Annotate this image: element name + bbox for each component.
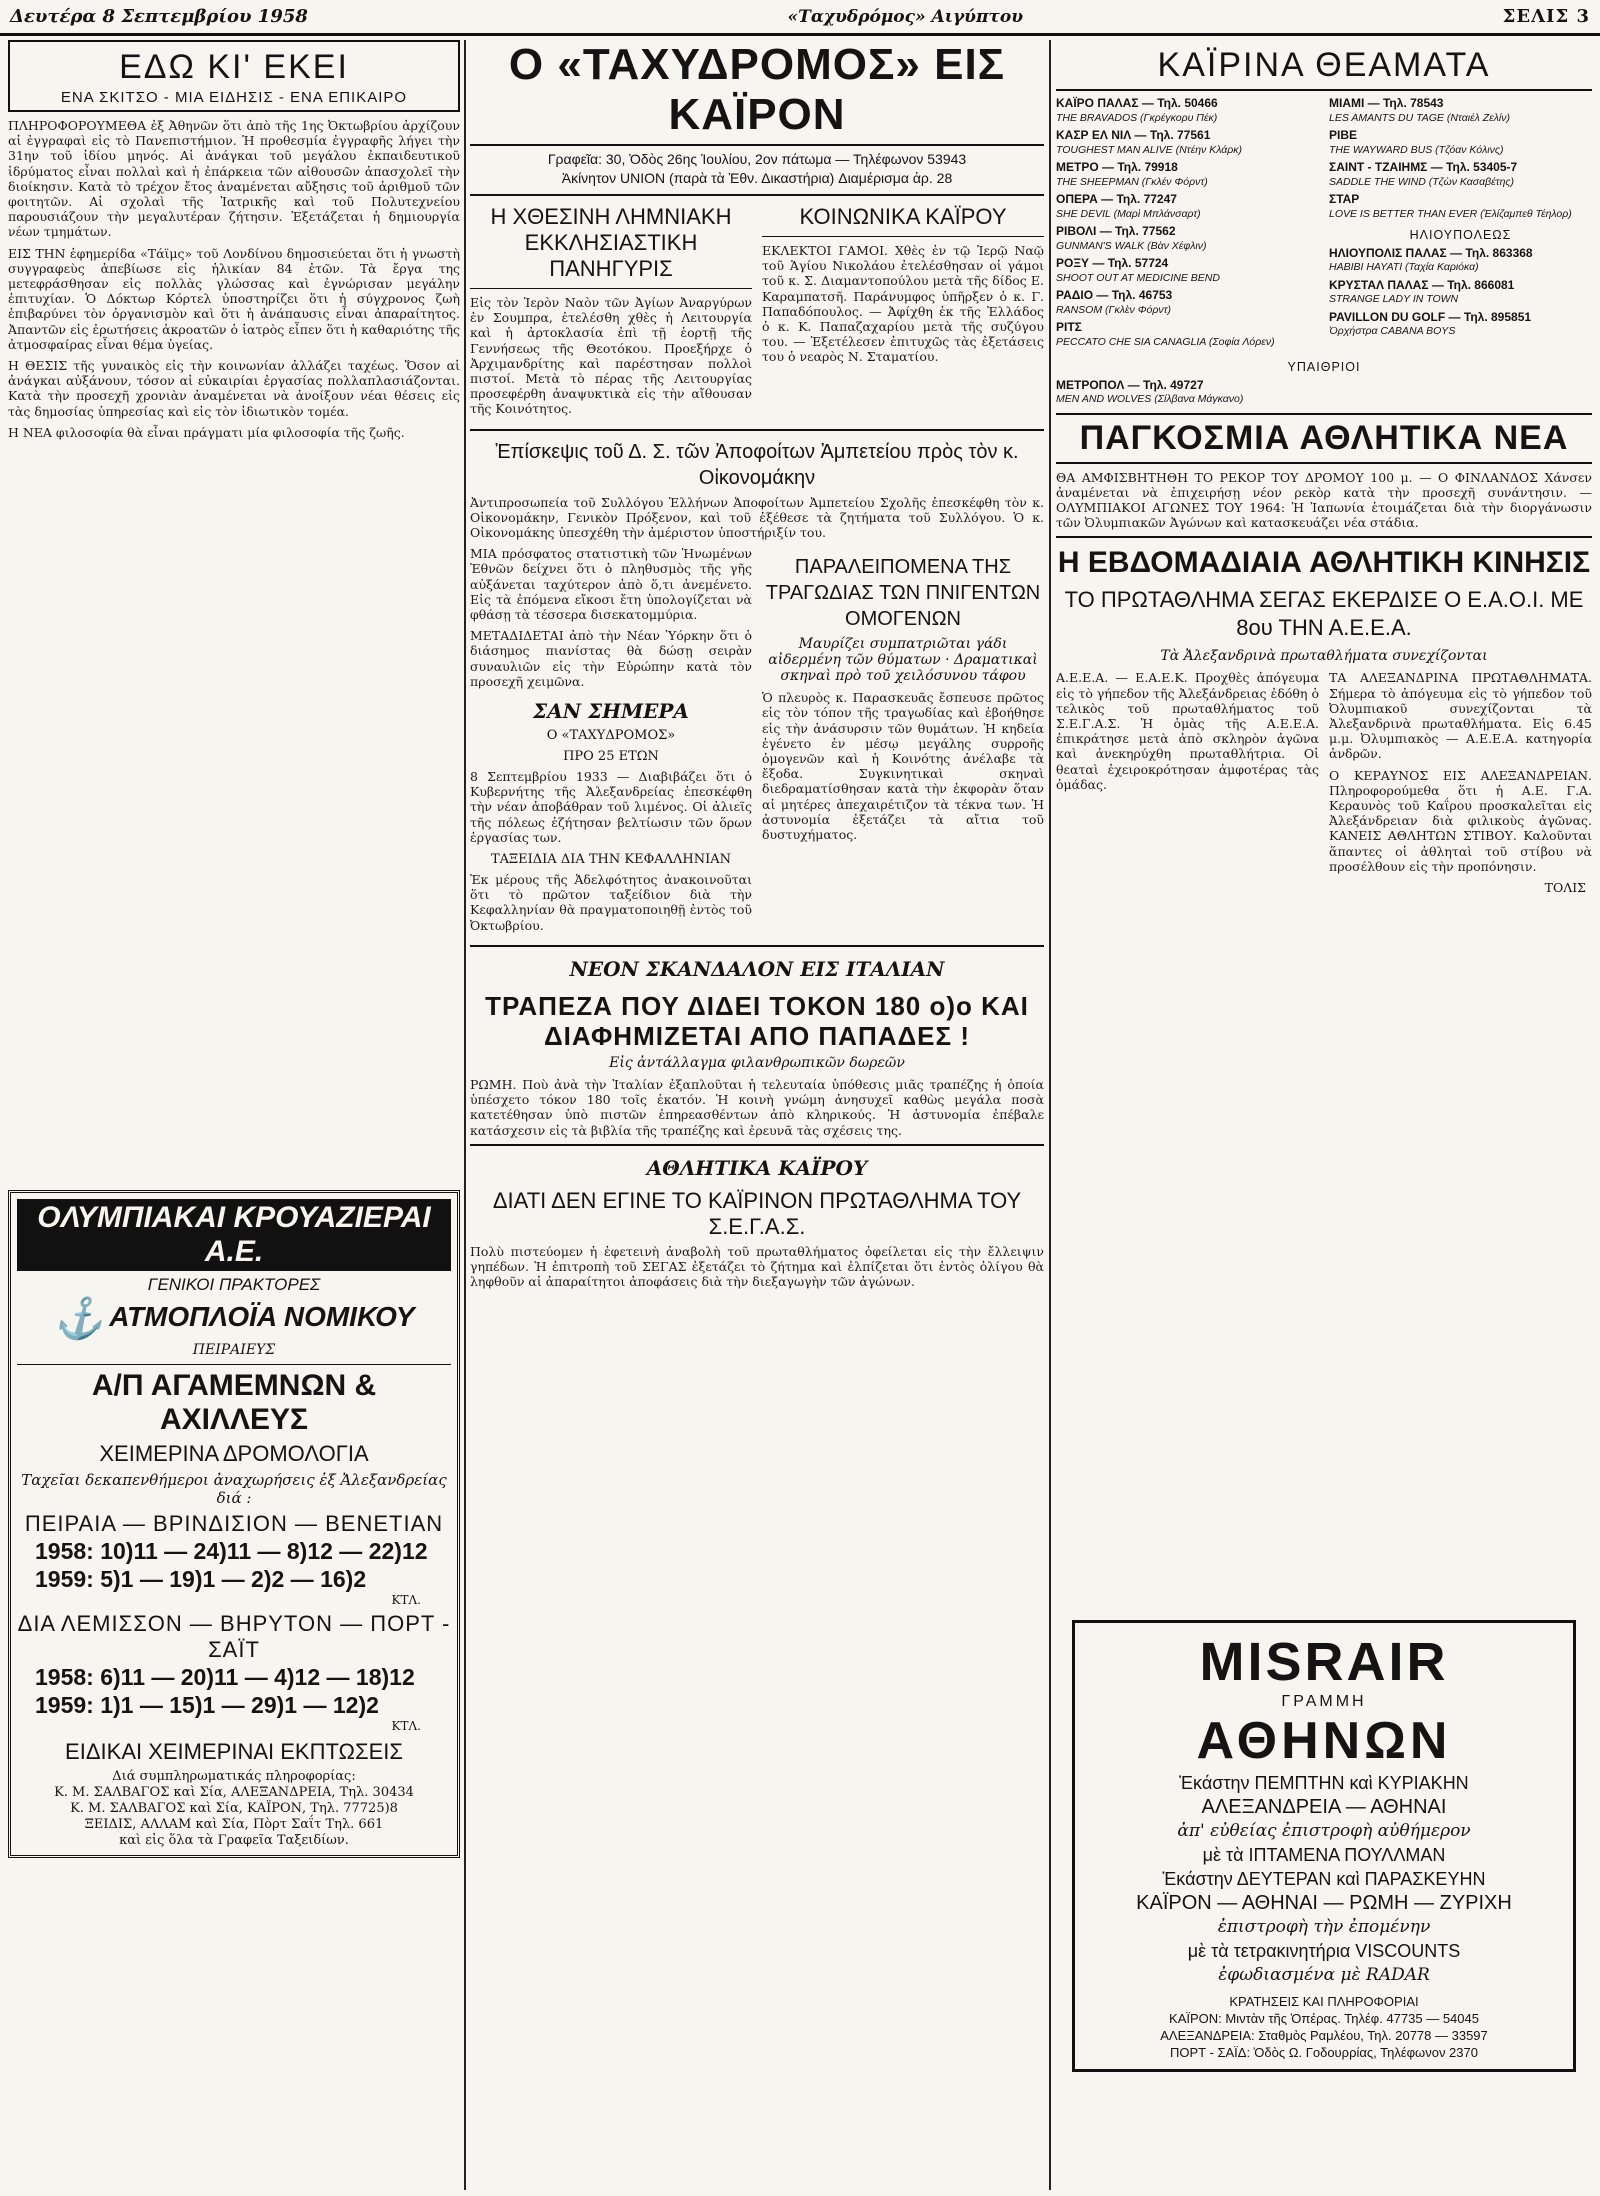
- cinema-entry: [1329, 247, 1592, 275]
- ad-contact-line: Διά συμπληρωματικάς πληροφορίας:: [112, 1769, 356, 1784]
- cinema-entry: [1056, 257, 1319, 285]
- ad-text: ἀπ' εὐθείας ἐπιστροφὴ αὐθήμερον: [1177, 1821, 1471, 1841]
- cinema-name: ΗΛΙΟΥΠΟΛΙΣ ΠΑΛΑΣ — Τηλ. 863368: [1329, 245, 1533, 260]
- issue-date: Δευτέρα 8 Σεπτεμβρίου 1958: [10, 6, 308, 27]
- cinema-name: ΡΙΒΕ: [1329, 128, 1358, 142]
- headline: Η ΧΘΕΣΙΝΗ ΛΗΜΝΙΑΚΗ ΕΚΚΛΗΣΙΑΣΤΙΚΗ ΠΑΝΗΓΥΡΙΣ: [490, 204, 732, 281]
- headline-sports: ΠΑΓΚΟΣΜΙΑ ΑΘΛΗΤΙΚΑ ΝΕΑ: [1056, 413, 1592, 464]
- cinema-name: ΡΑΔΙΟ — Τηλ. 46753: [1056, 288, 1173, 302]
- ad-etc: ΚΤΛ.: [391, 1593, 421, 1607]
- ad-route: ΔΙΑ ΛΕΜΙΣΣΟΝ — ΒΗΡΥΤΟΝ — ΠΟΡΤ - ΣΑΪΤ: [17, 1611, 451, 1662]
- article-paragraph: ΕΚΛΕΚΤΟΙ ΓΑΜΟΙ. Χθὲς ἐν τῷ Ἱερῷ Ναῷ τοῦ Ἁγίου Νικολάου ἐτελέσθησαν οἱ γάμοι τοῦ κ. Σ. Διαμαντοπούλου μετὰ τῆς δίδος Ε. Καραμπατσῆ. Παράνυμφος ὑπῆρξεν ὁ κ. Γ. Παπαδόπουλος. — Ἀφίχθη ἐκ τῆς Ἑλλάδος ὁ κ. Κ. Παπαζαχαρίου μετὰ τῆς συζύγου του. — Ἐξετέλεσεν ἐπιτυχῶς τὰς ἐξετάσεις του ὁ νεαρὸς Ν. Σταματίου.: [762, 243, 1044, 365]
- article-paragraph: Εἰς τὸν Ἱερὸν Ναὸν τῶν Ἀγίων Ἀναργύρων ἐν Σουμπρα, ἐτελέσθη χθὲς ἡ Λειτουργία καὶ ἡ ἀρτοκλασία ἐπὶ τῇ ἑορτῇ τῆς Γεννήσεως τῆς Θεοτόκου. Προεξήρχε ὁ Ἀρχιμανδρίτης καὶ παρέστησαν πολλοὶ πιστοί. Μετὰ τὸ πέρας τῆς Λειτουργίας προσεφέρθη ἀναψυκτικὰ εἰς τὴν αἴθουσαν τῆς Κοινότητος.: [470, 295, 752, 417]
- ad-ships: Α/Π ΑΓΑΜΕΜΝΩΝ & ΑΧΙΛΛΕΥΣ: [17, 1364, 451, 1437]
- ad-text: ἐφωδιασμένα μὲ RADAR: [1218, 1965, 1430, 1985]
- ad-route: ΠΕΙΡΑΙΑ — ΒΡΙΝΔΙΣΙΟΝ — ΒΕΝΕΤΙΑΝ: [24, 1511, 444, 1536]
- ad-contact-line: Κ. Μ. ΣΑΛΒΑΓΟΣ καὶ Σία, ΑΛΕΞΑΝΔΡΕΙΑ, Τηλ. 30434: [54, 1785, 414, 1800]
- cinema-list: [1329, 97, 1592, 353]
- film-title: STRANGE LADY IN TOWN: [1329, 293, 1459, 305]
- section-title: ΕΔΩ ΚΙ' ΕΚΕΙ: [119, 48, 349, 86]
- cinema-name: ΡΟΞΥ — Τηλ. 57724: [1056, 256, 1169, 270]
- ad-contact-line: ΠΟΡΤ - ΣΑΪΔ: Ὁδὸς Ω. Γοδουρρίας, Τηλέφωνον 2370: [1170, 2045, 1478, 2060]
- office-info: [470, 146, 1044, 196]
- article-paragraph: Α.Ε.Ε.Α. — Ε.Α.Ε.Κ. Προχθὲς ἀπόγευμα εἰς τὸ γήπεδον τῆς Ἀλεξάνδρειας ἐδόθη ὁ τελικὸς τοῦ πρωταθλήματος τοῦ Σ.Ε.Γ.Α.Σ. Ἡ ὁμὰς τῆς Α.Ε.Ε.Α. ἐπικράτησε μετὰ ἀπὸ σκληρὸν ἀγῶνα καὶ ἀνεκηρύχθη πρωταθλήτρια. Οἱ θεαταὶ ἐχειροκρότησαν ἀμφοτέρας τὰς ὁμάδας.: [1056, 670, 1319, 792]
- headline-deck: Εἰς ἀντάλλαγμα φιλανθρωπικῶν δωρεῶν: [609, 1054, 905, 1071]
- section-title-cairo: Ο «ΤΑΧΥΔΡΟΜΟΣ» ΕΙΣ ΚΑΪΡΟΝ: [470, 40, 1044, 146]
- column-rule: [464, 40, 466, 2190]
- column-rule: [1049, 40, 1051, 2190]
- ad-text: μὲ τὰ ΙΠΤΑΜΕΝΑ ΠΟΥΛΛΜΑΝ: [1202, 1845, 1446, 1865]
- office-address: Γραφεῖα: 30, Ὁδὸς 26ης Ἰουλίου, 2ον πάτωμα — Τηλέφωνον 53943: [547, 151, 967, 167]
- ad-contact-line: Κ. Μ. ΣΑΛΒΑΓΟΣ καὶ Σία, ΚΑΪΡΟΝ, Τηλ. 77725)8: [70, 1801, 398, 1816]
- section-title: ΚΑΪΡΙΝΑ ΘΕΑΜΑΤΑ: [1157, 46, 1491, 84]
- cinema-name: ΚΑΪΡΟ ΠΑΛΑΣ — Τηλ. 50466: [1056, 96, 1218, 110]
- film-title: SADDLE THE WIND (Τζὼν Κασαβέτης): [1329, 175, 1515, 188]
- ad-text: Ἑκάστην ΠΕΜΠΤΗΝ καὶ ΚΥΡΙΑΚΗΝ: [1179, 1773, 1469, 1793]
- category-label: ΗΛΙΟΥΠΟΛΕΩΣ: [1409, 228, 1512, 242]
- newspaper-name: «Ταχυδρόμος» Αιγύπτου: [787, 6, 1023, 27]
- film-title: THE BRAVADOS (Γκρέγκορυ Πέκ): [1056, 111, 1218, 124]
- article-paragraph: ΤΑ ΑΛΕΞΑΝΔΡΙΝΑ ΠΡΩΤΑΘΛΗΜΑΤΑ. Σήμερα τὸ ἀπόγευμα εἰς τὸ γήπεδον τοῦ Ὀλυμπιακοῦ συνεχίζονται τὰ Ἀλεξανδρινὰ πρωταθλήματα. Εἰς 6.45 μ.μ. Ὀλυμπιακὸς — Α.Ε.Ε.Α. κατηγορία ἀνδρῶν.: [1329, 670, 1592, 762]
- ad-schedule-title: ΧΕΙΜΕΡΙΝΑ ΔΡΟΜΟΛΟΓΙΑ: [99, 1441, 369, 1466]
- film-title: LOVE IS BETTER THAN EVER (Ἐλίζαμπεθ Τέηλορ): [1329, 207, 1572, 220]
- subheadline: Ο «ΤΑΧΥΔΡΟΜΟΣ»: [546, 728, 676, 744]
- cinema-entry: [1056, 321, 1319, 349]
- article-paragraph: Πολὺ πιστεύομεν ἡ ἐφετεινὴ ἀναβολὴ τοῦ πρωταθλήματος ὀφείλεται εἰς τὴν ἔλλειψιν γηπέδων. Ἡ ἐπιτροπὴ τοῦ ΣΕΓΑΣ ἐξετάζει τὸ ζήτημα καὶ ἐλπίζεται ὅτι ἐντὸς ὀλίγου θὰ ληφθοῦν αἱ ἀπαραίτητοι ἀποφάσεις διὰ τὴν διεξαγωγὴν τῶν ἀγώνων.: [470, 1243, 1044, 1290]
- ad-contact-line: ΚΑΪΡΟΝ: Μιντὰν τῆς Ὀπέρας. Τηλέφ. 47735 — 54045: [1169, 2011, 1479, 2026]
- ad-city: ΠΕΙΡΑΙΕΥΣ: [192, 1342, 276, 1358]
- cinema-entry: [1056, 289, 1319, 317]
- article-paragraph: ΠΛΗΡΟΦΟΡΟΥΜΕΘΑ ἐξ Ἀθηνῶν ὅτι ἀπὸ τῆς 1ης Ὀκτωβρίου ἀρχίζουν αἱ ἐγγραφαὶ εἰς τὸ Πανεπιστήμιον. Ἡ προθεσμία ἐγγραφῆς λήγει τὴν 31ην τοῦ ἰδίου μηνός. Αἱ ἀνάγκαι τοῦ μεγάλου ἐκπαιδευτικοῦ ἱδρύματος εἶναι πολλαὶ καὶ ἡ ἐπάρκεια τῶν αἰθουσῶν ἀπασχολεῖ τὴν διοίκησιν. Κατὰ τὸ τρέχον ἔτος ἀναμένεται αὔξησις τοῦ ἀριθμοῦ τῶν φοιτητῶν. Αἱ σχολαὶ τῆς Ἰατρικῆς καὶ τοῦ Πολυτεχνείου παρουσιάζουν τὴν μεγαλυτέραν ζήτησιν. Ἐξετάζεται ἡ δημιουργία νέων τμημάτων.: [8, 118, 460, 240]
- cinema-entry: [1329, 311, 1592, 339]
- headline-deck: Μαυρίζει συμπατριῶται γάδι αἰδερμένη τῶν θύματων · Δραματικαὶ σκηναὶ πρὸ τοῦ χειλόσυνου τάφου: [768, 636, 1038, 685]
- film-title: LES AMANTS DU TAGE (Νταιέλ Ζελίν): [1329, 111, 1511, 124]
- cinema-entry: [1329, 193, 1592, 221]
- weekly-articles: [1056, 670, 1592, 901]
- article-paragraph: ΕΙΣ ΤΗΝ ἐφημερίδα «Τάϊμς» τοῦ Λονδίνου δημοσιεύεται ὅτι ἡ γνωστὴ συγγραφεὺς ἀπεβίωσε εἰς ἡλικίαν 84 ἐτῶν. Τὰ ἔργα της μετεφράσθησαν εἰς πολλὰς γλώσσας καὶ ἐγνώρισαν μεγάλην ἐπιτυχίαν. Ὁ Δόκτωρ Κόρτελ ὑποστηρίζει ὅτι ἡ σύγχρονος ζωὴ ἐπιβαρύνει τὸν ὀργανισμὸν καὶ ὅτι ἡ ἀνάπαυσις εἶναι ἀπαραίτητος. Ἀπαντῶν εἰς ἐρωτήσεις ἀκροατῶν ὁ ἰατρὸς εἶπεν ὅτι ἡ καθαριότης τῆς ἀτμοσφαίρας εἶναι θέμα ὑγείας.: [8, 245, 460, 352]
- cinema-name: ΚΡΥΣΤΑΛ ΠΑΛΑΣ — Τηλ. 866081: [1329, 277, 1515, 292]
- ad-text: ΑΛΕΞΑΝΔΡΕΙΑ — ΑΘΗΝΑΙ: [1201, 1796, 1447, 1818]
- cinema-name: ΟΠΕΡΑ — Τηλ. 77247: [1056, 192, 1177, 206]
- cinema-name: ΡΙΤΣ: [1056, 320, 1082, 334]
- outdoor-listing: [1056, 361, 1592, 407]
- film-title: THE SHEEPMAN (Γκλέν Φόρντ): [1056, 175, 1208, 188]
- ad-agency: ⚓ ΑΤΜΟΠΛΟΪΑ ΝΟΜΙΚΟΥ: [53, 1297, 415, 1341]
- film-title: HABIBI HAYATI (Ταχία Καριόκα): [1329, 261, 1479, 273]
- section-subtitle: ΕΝΑ ΣΚΙΤΣΟ - ΜΙΑ ΕΙΔΗΣΙΣ - ΕΝΑ ΕΠΙΚΑΙΡΟ: [60, 89, 408, 106]
- article-paragraph: Ὁ πλευρὸς κ. Παρασκευᾶς ἔσπευσε πρῶτος εἰς τὸν τόπον τῆς τραγωδίας καὶ ἐβοήθησε εἰς τὴν ἀνάσυρσιν τῶν θυμάτων. Ἡ κηδεία ἐγένετο ἐν μέσῳ μεγάλης συρροῆς ὁμογενῶν καὶ ἡ Κοινότης ἀνέλαβε τὰ ἔξοδα. Συγκινητικαὶ σκηναὶ διεδραματίσθησαν κατὰ τὴν ἐκφορὰν ὅταν αἱ μητέρες ἀπεχαιρέτιζον τὰ τέκνα των. Ἡ ἀστυνομία ἐξετάζει τὰ αἴτια τοῦ δυστυχήματος.: [762, 690, 1044, 843]
- film-title: PECCATO CHE SIA CANAGLIA (Σοφία Λόρεν): [1056, 335, 1275, 348]
- airline-line: ΓΡΑΜΜΗ: [1281, 1693, 1367, 1710]
- article-paragraph: ΡΩΜΗ. Ποὺ ἀνὰ τὴν Ἰταλίαν ἐξαπλοῦται ἡ τελευταία ὑπόθεσις μιᾶς τραπέζης ἡ ὁποία ὑπέσχετο τόκον 180 τοῖς ἑκατόν. Ἡ κοινὴ γνώμη ἀνησυχεῖ καθὼς μεγάλα ποσὰ κατετέθησαν ὑπὸ πιστῶν ἐπηρεασθέντων ἀπὸ κληρικούς. Ἡ ἀστυνομία ἐπέβαλε κατάσχεσιν εἰς τὰ βιβλία τῆς τραπέζης καὶ ἐρευνᾶ τὰς σχέσεις της.: [470, 1076, 1044, 1138]
- film-title: THE WAYWARD BUS (Τζόαν Κόλινς): [1329, 143, 1504, 156]
- article-paragraph: ΜΙΑ πρόσφατος στατιστικὴ τῶν Ἡνωμένων Ἐθνῶν δείχνει ὅτι ὁ πληθυσμὸς τῆς γῆς αὐξάνεται ταχύτερον ἀπὸ ὅ,τι ἀνεμένετο. Εἰς τὰ ἐπόμενα εἴκοσι ἔτη ὑπολογίζεται νὰ φθάσῃ τὰ τέσσερα δισεκατομμύρια.: [470, 546, 752, 623]
- headline: ΤΡΑΠΕΖΑ ΠΟΥ ΔΙΔΕΙ ΤΟΚΟΝ 180 ο)ο ΚΑΙ ΔΙΑΦΗΜΙΖΕΤΑΙ ΑΠΟ ΠΑΠΑΔΕΣ !: [485, 990, 1029, 1051]
- cinema-entry: [1056, 97, 1319, 125]
- headline: ΑΘΛΗΤΙΚΑ ΚΑΪΡΟΥ: [646, 1155, 868, 1180]
- author-signature: ΤΟΛΙΣ: [1544, 879, 1586, 895]
- cinema-name: ΡΙΒΟΛΙ — Τηλ. 77562: [1056, 224, 1176, 238]
- ad-text: Ἑκάστην ΔΕΥΤΕΡΑΝ καὶ ΠΑΡΑΣΚΕΥΗΝ: [1162, 1869, 1486, 1889]
- article-paragraph: Η ΝΕΑ φιλοσοφία θὰ εἶναι πράγματι μία φιλοσοφία τῆς ζωῆς.: [8, 424, 405, 440]
- headline: ΚΟΙΝΩΝΙΚΑ ΚΑΪΡΟΥ: [799, 204, 1007, 229]
- column-right: [1056, 40, 1592, 2190]
- ad-dates: 1959: 5)1 — 19)1 — 2)2 — 16)2: [35, 1566, 367, 1592]
- middle-articles: [470, 546, 1044, 939]
- category-label: ΥΠΑΙΘΡΙΟΙ: [1287, 360, 1361, 374]
- ad-contact-line: ΚΡΑΤΗΣΕΙΣ ΚΑΙ ΠΛΗΡΟΦΟΡΙΑΙ: [1229, 1994, 1419, 2009]
- headline-deck: Τὰ Ἀλεξανδρινὰ πρωταθλήματα συνεχίζονται: [1160, 648, 1488, 665]
- ad-contact: [1083, 1993, 1565, 2061]
- headline: Ἐπίσκεψις τοῦ Δ. Σ. τῶν Ἀποφοίτων Ἀμπετείου πρὸς τὸν κ. Οἰκονομάκην: [495, 440, 1019, 489]
- article-paragraph: ΘΑ ΑΜΦΙΣΒΗΤΗΘΗ ΤΟ ΡΕΚΟΡ ΤΟΥ ΔΡΟΜΟΥ 100 μ. — Ο ΦΙΝΛΑΝΔΟΣ Χάνσεν ἀναμένεται νὰ ἐπιχειρήσῃ νέον ρεκὸρ κατὰ τὴν προσεχῆ συνάντησιν. — ΟΛΥΜΠΙΑΚΟΙ ΑΓΩΝΕΣ ΤΟΥ 1964: Ἡ Ἰαπωνία ἑτοιμάζεται διὰ τὴν διοργάνωσιν τῶν Ὀλυμπιακῶν Ἀγώνων καὶ κατασκευάζει νέα στάδια.: [1056, 469, 1592, 531]
- cinema-entry: [1056, 379, 1592, 407]
- ad-contact-line: ΑΛΕΞΑΝΔΡΕΙΑ: Σταθμὸς Ραμλέου, Τηλ. 20778 — 33597: [1160, 2028, 1488, 2043]
- airline-name: MISRAIR: [1199, 1632, 1449, 1692]
- page-number: ΣΕΛΙΣ 3: [1502, 6, 1590, 27]
- ad-schedule-note: Ταχεῖαι δεκαπενθήμεροι ἀναχωρήσεις ἐξ Ἀλεξανδρείας διά :: [21, 1471, 447, 1507]
- article-paragraph: Ἐκ μέρους τῆς Ἀδελφότητος ἀνακοινοῦται ὅτι τὸ πρῶτον ταξείδιον διὰ τὴν Κεφαλληνίαν θὰ πραγματοποιηθῇ ἐντὸς τοῦ Ὀκτωβρίου.: [470, 872, 752, 933]
- film-title: RANSOM (Γκλὲν Φόρντ): [1056, 303, 1172, 316]
- ad-contact-line: ΞΕΙΔΙΣ, ΑΛΛΑΜ καὶ Σία, Πὸρτ Σαΐτ Τηλ. 661: [84, 1817, 384, 1832]
- film-title: SHE DEVIL (Μαρὶ Μπλάνσαρτ): [1056, 207, 1201, 220]
- cinema-entry: [1329, 97, 1592, 125]
- advertisement-olympic-cruises: [8, 1190, 460, 1858]
- ad-discounts: ΕΙΔΙΚΑΙ ΧΕΙΜΕΡΙΝΑΙ ΕΚΠΤΩΣΕΙΣ: [65, 1739, 403, 1764]
- cinema-name: ΣΤΑΡ: [1329, 192, 1360, 206]
- film-title: Ὀρχήστρα CABANA BOYS: [1329, 325, 1456, 337]
- subheadline: ΠΡΟ 25 ΕΤΩΝ: [563, 749, 659, 765]
- ad-dates: 1959: 1)1 — 15)1 — 29)1 — 12)2: [35, 1692, 379, 1718]
- column-center: [470, 40, 1044, 2190]
- film-title: TOUGHEST MAN ALIVE (Ντέην Κλάρκ): [1056, 143, 1242, 156]
- ad-dates: 1958: 6)11 — 20)11 — 4)12 — 18)12: [35, 1664, 415, 1690]
- page-header: [0, 0, 1600, 36]
- ad-company: ΟΛΥΜΠΙΑΚΑΙ ΚΡΟΥΑΖΙΕΡΑΙ Α.Ε.: [17, 1199, 451, 1271]
- office-building: Ἀκίνητον UNION (παρὰ τὰ Ἐθν. Δικαστήρια) Διαμέρισμα ἀρ. 28: [561, 170, 953, 186]
- ad-text: μὲ τὰ τετρακινητήρια VISCOUNTS: [1187, 1941, 1461, 1961]
- article-paragraph: Η ΘΕΣΙΣ τῆς γυναικὸς εἰς τὴν κοινωνίαν ἀλλάζει ταχέως. Ὅσον αἱ ἀνάγκαι αὐξάνουν, τόσον αἱ εὐκαιρίαι ἐργασίας πολλαπλασιάζονται. Κατὰ τὴν προσεχῆ χρονιὰν ἀναμένεται νὰ ἀνοίξουν νέαι θέσεις εἰς τὰς δημοσίας ὑπηρεσίας καὶ εἰς τὸν ἰδιωτικὸν τομέα.: [8, 358, 460, 419]
- anchor-icon: ⚓: [53, 1297, 104, 1341]
- article-paragraph: ΜΕΤΑΔΙΔΕΤΑΙ ἀπὸ τὴν Νέαν Ὑόρκην ὅτι ὁ διάσημος πιανίστας θὰ δώσῃ σειρὰν συναυλιῶν εἰς τὴν Εὐρώπην κατὰ τὸν προσεχῆ χειμῶνα.: [470, 628, 752, 689]
- cinema-entry: [1056, 129, 1319, 157]
- ad-etc: ΚΤΛ.: [391, 1719, 421, 1733]
- cinema-name: ΜΕΤΡΟΠΟΛ — Τηλ. 49727: [1056, 377, 1204, 392]
- column-left: [8, 40, 460, 2190]
- ad-text: ΚΑΪΡΟΝ — ΑΘΗΝΑΙ — ΡΩΜΗ — ΖΥΡΙΧΗ: [1136, 1892, 1512, 1914]
- ad-subline: ΓΕΝΙΚΟΙ ΠΡΑΚΤΟΡΕΣ: [147, 1275, 321, 1294]
- airline-destination: ΑΘΗΝΩΝ: [1196, 1712, 1452, 1770]
- headline-weekly: Η ΕΒΔΟΜΑΔΙΑΙΑ ΑΘΛΗΤΙΚΗ ΚΙΝΗΣΙΣ: [1057, 546, 1591, 580]
- top-articles: [470, 196, 1044, 423]
- film-title: GUNMAN'S WALK (Βὰν Χέφλιν): [1056, 239, 1207, 252]
- cinema-name: ΚΑΣΡ ΕΛ ΝΙΛ — Τηλ. 77561: [1056, 128, 1211, 142]
- article-paragraph: Ἀντιπροσωπεία τοῦ Συλλόγου Ἑλλήνων Ἀποφοίτων Ἀμπετείου Σχολῆς ἐπεσκέφθη τὸν κ. Οἰκονομάκην, Γενικὸν Πρόξενον, καὶ τοῦ ἐξέθεσε τὰ ζητήματα τοῦ Συλλόγου. Ὁ κ. Οἰκονομάκης ὑπεσχέθη τὴν ἀμέριστον ὑποστήριξίν του.: [470, 494, 1044, 541]
- cinema-name: ΣΑΙΝΤ - ΤΖΑΙΗΜΣ — Τηλ. 53405-7: [1329, 160, 1518, 174]
- cinema-listings: [1056, 97, 1592, 353]
- ad-contact: [17, 1769, 451, 1849]
- film-title: SHOOT OUT AT MEDICINE BEND: [1056, 271, 1220, 284]
- ad-contact-line: καὶ εἰς ὅλα τὰ Γραφεῖα Ταξειδίων.: [119, 1833, 349, 1848]
- cinema-name: ΜΙΑΜΙ — Τηλ. 78543: [1329, 96, 1444, 110]
- article-paragraph: 8 Σεπτεμβρίου 1933 — Διαβιβάζει ὅτι ὁ Κυβερνήτης τῆς Ἀλεξανδρείας ἐπεσκέφθη τὴν νέαν ἀποβάθραν τοῦ λιμένος. Οἱ ἀλιεῖς τῆς πόλεως ἐζήτησαν βελτίωσιν τῶν ὅρων ἐργασίας των.: [470, 769, 752, 845]
- headline: ΔΙΑΤΙ ΔΕΝ ΕΓΙΝΕ ΤΟ ΚΑΪΡΙΝΟΝ ΠΡΩΤΑΘΛΗΜΑ ΤΟΥ Σ.Ε.Γ.Α.Σ.: [492, 1187, 1022, 1239]
- ad-text: ἐπιστροφὴ τὴν ἐπομένην: [1217, 1917, 1431, 1937]
- cinema-entry: [1056, 193, 1319, 221]
- cinema-entry: [1056, 161, 1319, 189]
- cinema-entry: [1329, 161, 1592, 189]
- cinema-entry: [1329, 129, 1592, 157]
- section-box-title: [1056, 40, 1592, 91]
- cinema-list: [1056, 97, 1319, 353]
- headline: ΝΕΟΝ ΣΚΑΝΔΑΛΟΝ ΕΙΣ ΙΤΑΛΙΑΝ: [569, 956, 945, 981]
- advertisement-misrair: [1072, 1620, 1576, 2072]
- cinema-entry: [1056, 225, 1319, 253]
- cinema-entry: [1329, 279, 1592, 307]
- headline: ΠΑΡΑΛΕΙΠΟΜΕΝΑ ΤΗΣ ΤΡΑΓΩΔΙΑΣ ΤΩΝ ΠΝΙΓΕΝΤΩΝ ΟΜΟΓΕΝΩΝ: [765, 556, 1041, 631]
- film-title: MEN AND WOLVES (Σίλβανα Μάγκανο): [1056, 393, 1244, 405]
- subheadline: ΤΑΞΕΙΔΙΑ ΔΙΑ ΤΗΝ ΚΕΦΑΛΛΗΝΙΑΝ: [490, 852, 732, 868]
- ad-dates: 1958: 10)11 — 24)11 — 8)12 — 22)12: [35, 1538, 428, 1564]
- subheadline: ΤΟ ΠΡΩΤΑΘΛΗΜΑ ΣΕΓΑΣ ΕΚΕΡΔΙΣΕ Ο Ε.Α.Ο.Ι. ΜΕ 8ου ΤΗΝ Α.Ε.Ε.Α.: [1064, 587, 1584, 641]
- cinema-name: ΜΕΤΡΟ — Τηλ. 79918: [1056, 160, 1178, 174]
- cinema-name: PAVILLON DU GOLF — Τηλ. 895851: [1329, 309, 1532, 324]
- headline: ΣΑΝ ΣΗΜΕΡΑ: [533, 699, 689, 724]
- article-paragraph: Ο ΚΕΡΑΥΝΟΣ ΕΙΣ ΑΛΕΞΑΝΔΡΕΙΑΝ. Πληροφορούμεθα ὅτι ἡ Α.Ε. Γ.Α. Κεραυνὸς τοῦ Καΐρου προσκαλεῖται εἰς Ἀλεξάνδρειαν διὰ φιλικοὺς ἀγῶνας. ΚΑΝΕΙΣ ΑΘΛΗΤΩΝ ΣΤΙΒΟΥ. Καλοῦνται ἅπαντες οἱ ἀθληταὶ τοῦ στίβου νὰ προσέλθουν εἰς τὴν προπόνησιν.: [1329, 767, 1592, 874]
- section-box-title: [8, 40, 460, 112]
